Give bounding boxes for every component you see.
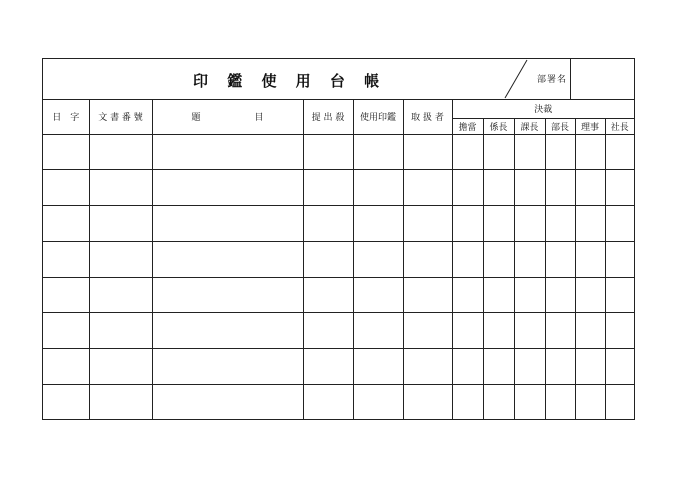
cell-subject[interactable] [152, 134, 303, 170]
cell-director-stamp[interactable] [575, 385, 605, 421]
table-row [43, 170, 634, 206]
header-approval: 決裁 [452, 99, 634, 118]
table-row [43, 313, 634, 349]
cell-section-manager-stamp[interactable] [514, 313, 545, 349]
cell-chief-stamp[interactable] [483, 206, 514, 242]
cell-president-stamp[interactable] [605, 349, 634, 385]
cell-submitter[interactable] [303, 385, 353, 421]
header-subject: 題 目 [152, 99, 303, 134]
header-approval-section-manager: 課長 [514, 118, 545, 134]
cell-date[interactable] [43, 349, 89, 385]
header-date: 日 字 [43, 99, 89, 134]
cell-doc-number[interactable] [89, 385, 152, 421]
cell-section-manager-stamp[interactable] [514, 349, 545, 385]
cell-submitter[interactable] [303, 313, 353, 349]
cell-department-manager-stamp[interactable] [545, 349, 575, 385]
cell-staff-stamp[interactable] [452, 241, 483, 277]
cell-date[interactable] [43, 170, 89, 206]
cell-date[interactable] [43, 277, 89, 313]
cell-date[interactable] [43, 313, 89, 349]
cell-handler[interactable] [403, 241, 452, 277]
cell-director-stamp[interactable] [575, 134, 605, 170]
cell-chief-stamp[interactable] [483, 277, 514, 313]
cell-department-manager-stamp[interactable] [545, 134, 575, 170]
cell-director-stamp[interactable] [575, 313, 605, 349]
header-approval-department-manager: 部長 [545, 118, 575, 134]
title-row [43, 59, 634, 100]
cell-date[interactable] [43, 206, 89, 242]
cell-handler[interactable] [403, 313, 452, 349]
seal-usage-ledger-form [42, 58, 635, 420]
cell-president-stamp[interactable] [605, 277, 634, 313]
cell-section-manager-stamp[interactable] [514, 170, 545, 206]
cell-subject[interactable] [152, 385, 303, 421]
cell-section-manager-stamp[interactable] [514, 385, 545, 421]
table-row [43, 277, 634, 313]
cell-staff-stamp[interactable] [452, 277, 483, 313]
cell-doc-number[interactable] [89, 206, 152, 242]
cell-department-manager-stamp[interactable] [545, 385, 575, 421]
department-field[interactable] [570, 59, 634, 99]
cell-doc-number[interactable] [89, 277, 152, 313]
cell-handler[interactable] [403, 385, 452, 421]
cell-staff-stamp[interactable] [452, 349, 483, 385]
header-submitter: 提 出 殺 [303, 99, 353, 134]
ledger-table [43, 99, 634, 420]
cell-section-manager-stamp[interactable] [514, 134, 545, 170]
header-approval-staff: 擔當 [452, 118, 483, 134]
cell-subject[interactable] [152, 313, 303, 349]
cell-chief-stamp[interactable] [483, 170, 514, 206]
cell-director-stamp[interactable] [575, 170, 605, 206]
cell-submitter[interactable] [303, 277, 353, 313]
cell-chief-stamp[interactable] [483, 349, 514, 385]
header-doc-number: 文 書 番 號 [89, 99, 152, 134]
cell-subject[interactable] [152, 277, 303, 313]
cell-handler[interactable] [403, 134, 452, 170]
cell-subject[interactable] [152, 170, 303, 206]
header-seal-used: 使用印鑑 [353, 99, 403, 134]
cell-director-stamp[interactable] [575, 349, 605, 385]
cell-department-manager-stamp[interactable] [545, 170, 575, 206]
cell-seal-used[interactable] [353, 206, 403, 242]
cell-seal-used[interactable] [353, 241, 403, 277]
table-row [43, 206, 634, 242]
cell-doc-number[interactable] [89, 170, 152, 206]
cell-chief-stamp[interactable] [483, 385, 514, 421]
cell-president-stamp[interactable] [605, 134, 634, 170]
cell-doc-number[interactable] [89, 241, 152, 277]
cell-submitter[interactable] [303, 134, 353, 170]
header-approval-chief: 係長 [483, 118, 514, 134]
cell-doc-number[interactable] [89, 313, 152, 349]
header-approval-director: 理事 [575, 118, 605, 134]
cell-submitter[interactable] [303, 170, 353, 206]
cell-chief-stamp[interactable] [483, 134, 514, 170]
cell-department-manager-stamp[interactable] [545, 206, 575, 242]
cell-doc-number[interactable] [89, 134, 152, 170]
cell-president-stamp[interactable] [605, 385, 634, 421]
cell-department-manager-stamp[interactable] [545, 241, 575, 277]
table-row [43, 134, 634, 170]
cell-staff-stamp[interactable] [452, 313, 483, 349]
cell-chief-stamp[interactable] [483, 241, 514, 277]
cell-subject[interactable] [152, 206, 303, 242]
cell-president-stamp[interactable] [605, 241, 634, 277]
cell-department-manager-stamp[interactable] [545, 277, 575, 313]
cell-staff-stamp[interactable] [452, 206, 483, 242]
cell-chief-stamp[interactable] [483, 313, 514, 349]
ledger-title: 印 鑑 使 用 台 帳 [193, 72, 387, 90]
header-approval-president: 社長 [605, 118, 634, 134]
cell-director-stamp[interactable] [575, 277, 605, 313]
cell-section-manager-stamp[interactable] [514, 206, 545, 242]
cell-seal-used[interactable] [353, 385, 403, 421]
cell-subject[interactable] [152, 349, 303, 385]
cell-section-manager-stamp[interactable] [514, 277, 545, 313]
cell-submitter[interactable] [303, 241, 353, 277]
cell-date[interactable] [43, 241, 89, 277]
cell-staff-stamp[interactable] [452, 170, 483, 206]
cell-seal-used[interactable] [353, 349, 403, 385]
cell-handler[interactable] [403, 170, 452, 206]
cell-seal-used[interactable] [353, 277, 403, 313]
cell-president-stamp[interactable] [605, 170, 634, 206]
cell-date[interactable] [43, 385, 89, 421]
table-row [43, 349, 634, 385]
cell-seal-used[interactable] [353, 170, 403, 206]
cell-date[interactable] [43, 134, 89, 170]
cell-president-stamp[interactable] [605, 313, 634, 349]
cell-section-manager-stamp[interactable] [514, 241, 545, 277]
cell-submitter[interactable] [303, 206, 353, 242]
cell-seal-used[interactable] [353, 313, 403, 349]
cell-staff-stamp[interactable] [452, 385, 483, 421]
table-row [43, 241, 634, 277]
cell-handler[interactable] [403, 277, 452, 313]
cell-director-stamp[interactable] [575, 206, 605, 242]
cell-department-manager-stamp[interactable] [545, 313, 575, 349]
department-label: 部署名 [537, 75, 568, 85]
cell-seal-used[interactable] [353, 134, 403, 170]
cell-staff-stamp[interactable] [452, 134, 483, 170]
table-row [43, 385, 634, 421]
cell-handler[interactable] [403, 349, 452, 385]
cell-submitter[interactable] [303, 349, 353, 385]
cell-subject[interactable] [152, 241, 303, 277]
cell-director-stamp[interactable] [575, 241, 605, 277]
cell-handler[interactable] [403, 206, 452, 242]
header-handler: 取 扱 者 [403, 99, 452, 134]
cell-president-stamp[interactable] [605, 206, 634, 242]
cell-doc-number[interactable] [89, 349, 152, 385]
